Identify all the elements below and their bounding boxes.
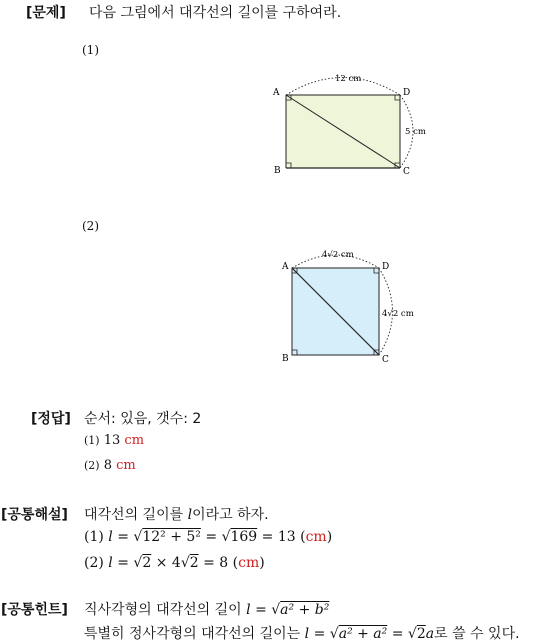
line1-eq: = bbox=[117, 529, 129, 545]
hint2-eq2: = bbox=[391, 626, 404, 642]
vertex-b-label: B bbox=[274, 166, 281, 176]
line2-number: (2) bbox=[84, 555, 104, 571]
explanation-label: [공통해설] bbox=[1, 507, 68, 523]
line2-l: l bbox=[108, 555, 113, 571]
vertex-a-label: A bbox=[273, 88, 280, 98]
sqrt-sign: √ bbox=[271, 602, 281, 618]
side-length-label: 4√2 cm bbox=[382, 309, 414, 319]
hint-line-2 bbox=[84, 623, 520, 643]
line2-eq: = bbox=[117, 555, 129, 571]
line1-number: (1) bbox=[84, 529, 104, 545]
answer-2 bbox=[84, 458, 136, 473]
intro-pre: 대각선의 길이를 bbox=[84, 507, 184, 523]
explanation-intro bbox=[84, 504, 269, 524]
intro-post: 이라고 하자. bbox=[192, 507, 269, 523]
vertex-c-label: C bbox=[382, 355, 389, 365]
vertex-c-label: C bbox=[403, 167, 410, 177]
answer-2-value: 8 bbox=[103, 458, 113, 473]
hint1-l: l bbox=[246, 602, 251, 618]
line1-eq2: = bbox=[205, 529, 218, 545]
line2-eq2: = 8 ( bbox=[203, 555, 239, 571]
problem-label: [문제] bbox=[26, 5, 66, 21]
sqrt-sign: √ bbox=[133, 555, 143, 571]
line2-times: × 4 bbox=[155, 555, 181, 571]
hint1-radicand: a² + b² bbox=[280, 602, 330, 618]
explanation-line-1 bbox=[84, 529, 332, 545]
hint-line-1 bbox=[84, 599, 329, 619]
sqrt-sign: √ bbox=[180, 555, 190, 571]
intro-var: l bbox=[187, 507, 193, 523]
line1-l: l bbox=[108, 529, 113, 545]
hint2-radicand-2: 2 bbox=[416, 626, 426, 642]
answer-2-unit: cm bbox=[116, 458, 136, 473]
square-figure bbox=[276, 244, 426, 368]
part2-number: (2) bbox=[82, 219, 99, 233]
line1-eq3: = 13 ( bbox=[261, 529, 306, 545]
hint2-text: 특별히 정사각형의 대각선의 길이는 bbox=[84, 626, 301, 642]
line2-unit: cm bbox=[238, 555, 260, 571]
answer-1 bbox=[84, 433, 144, 448]
sqrt-sign: √ bbox=[329, 626, 339, 642]
explanation-line-2 bbox=[84, 555, 265, 571]
hint2-eq: = bbox=[313, 626, 326, 642]
hint2-a: a bbox=[425, 626, 435, 642]
hint2-l: l bbox=[304, 626, 310, 642]
line1-unit: cm bbox=[305, 529, 327, 545]
answer-label: [정답] bbox=[31, 411, 71, 427]
vertex-a-label: A bbox=[282, 262, 289, 272]
answer-order-text: 순서: 있음, 갯수: 2 bbox=[84, 411, 202, 427]
line2-radicand-1: 2 bbox=[142, 555, 152, 571]
hint2-radicand-1: a² + a² bbox=[338, 626, 388, 642]
sqrt-sign: √ bbox=[133, 529, 143, 545]
top-length-label: 4√2 cm bbox=[322, 250, 354, 260]
answer-2-number: (2) bbox=[84, 459, 100, 472]
top-length-label: 12 cm bbox=[335, 74, 362, 84]
hint-label: [공통힌트] bbox=[1, 602, 68, 618]
answer-1-value: 13 bbox=[103, 433, 121, 448]
hint1-eq: = bbox=[255, 602, 267, 618]
line1-radicand-2: 169 bbox=[230, 529, 258, 545]
side-length-label: 5 cm bbox=[405, 127, 426, 137]
line1-radicand-1: 12² + 5² bbox=[142, 529, 201, 545]
sqrt-sign: √ bbox=[407, 626, 417, 642]
answer-1-number: (1) bbox=[84, 434, 100, 447]
line2-close: ) bbox=[259, 555, 265, 571]
line1-close: ) bbox=[326, 529, 333, 545]
part1-number: (1) bbox=[82, 43, 99, 57]
vertex-d-label: D bbox=[382, 262, 390, 272]
hint1-text: 직사각형의 대각선의 길이 bbox=[84, 602, 242, 618]
line2-radicand-2: 2 bbox=[189, 555, 199, 571]
problem-text: 다음 그림에서 대각선의 길이를 구하여라. bbox=[89, 5, 342, 21]
hint2-post: 로 쓸 수 있다. bbox=[434, 626, 520, 642]
answer-1-unit: cm bbox=[124, 433, 145, 448]
sqrt-sign: √ bbox=[221, 529, 231, 545]
vertex-d-label: D bbox=[403, 88, 411, 98]
rectangle-figure bbox=[266, 68, 436, 180]
vertex-b-label: B bbox=[282, 354, 289, 364]
